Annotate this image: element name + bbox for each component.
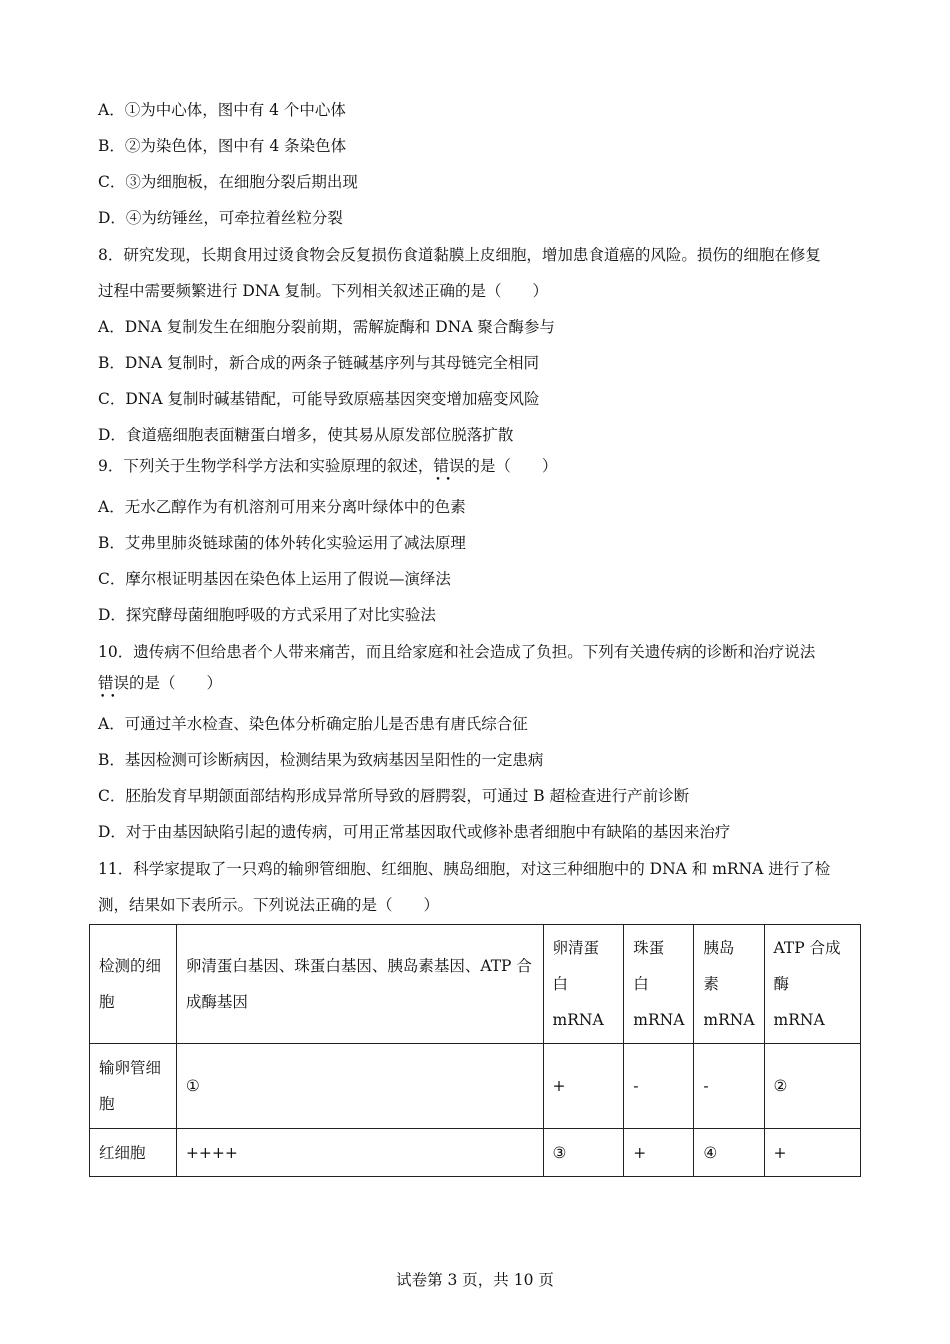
q10-stem-line1: 10．遗传病不但给患者个人带来痛苦，而且给家庭和社会造成了负担。下列有关遗传病的诊断和治疗说法 (98, 643, 816, 661)
table-row (90, 1129, 861, 1177)
q8-option-c: C．DNA 复制时碱基错配，可能导致原癌基因突变增加癌变风险 (98, 390, 540, 408)
header-cell-genes: 卵清蛋白基因、珠蛋白基因、胰岛素基因、ATP 合 成酶基因 (176, 925, 543, 1044)
header-cell-atp-synthase-mrna: ATP 合成 酶 mRNA (764, 925, 860, 1044)
q9-option-b: B．艾弗里肺炎链球菌的体外转化实验运用了减法原理 (98, 534, 466, 552)
q10-option-d: D．对于由基因缺陷引起的遗传病，可用正常基因取代或修补患者细胞中有缺陷的基因来治疗 (98, 823, 731, 841)
table-header-row (90, 925, 861, 1044)
q7-option-c: C．③为细胞板，在细胞分裂后期出现 (98, 173, 358, 191)
header-cell-cell-type: 检测的细 胞 (90, 925, 177, 1044)
q7-option-a: A．①为中心体，图中有 4 个中心体 (98, 101, 346, 119)
q7-option-b: B．②为染色体，图中有 4 条染色体 (98, 137, 347, 155)
row-oviduct-insulin: - (694, 1044, 764, 1129)
q10-option-b: B．基因检测可诊断病因，检测结果为致病基因呈阳性的一定患病 (98, 751, 544, 769)
q9-option-d: D．探究酵母菌细胞呼吸的方式采用了对比实验法 (98, 606, 436, 624)
q8-option-b: B．DNA 复制时，新合成的两条子链碱基序列与其母链完全相同 (98, 354, 540, 372)
q9-stem (98, 456, 557, 476)
row-rbc-insulin: ④ (694, 1129, 764, 1177)
row-rbc-ovalbumin: ③ (543, 1129, 624, 1177)
q9-stem-pre: 9．下列关于生物学科学方法和实验原理的叙述， (98, 457, 434, 475)
header-cell-insulin-mrna: 胰岛 素 mRNA (694, 925, 764, 1044)
q10-option-a: A．可通过羊水检查、染色体分析确定胎儿是否患有唐氏综合征 (98, 715, 528, 733)
row-rbc-globin: + (624, 1129, 694, 1177)
row-oviduct-cell-type: 输卵管细 胞 (90, 1044, 177, 1129)
q9-stem-post: 的是（ ） (464, 457, 558, 475)
row-rbc-atp: + (764, 1129, 860, 1177)
row-oviduct-globin: - (624, 1044, 694, 1129)
q8-stem-line2: 过程中需要频繁进行 DNA 复制。下列相关叙述正确的是（ ） (98, 282, 549, 300)
q9-emphasis: 错误 • • (433, 456, 464, 476)
q9-option-c: C．摩尔根证明基因在染色体上运用了假说—演绎法 (98, 570, 451, 588)
q10-stem-post: 的是（ ） (129, 674, 223, 692)
q10-stem-line2 (98, 673, 222, 693)
q10-option-c: C．胚胎发育早期颌面部结构形成异常所导致的唇腭裂，可通过 B 超检查进行产前诊断 (98, 787, 690, 805)
row-rbc-genes: ++++ (176, 1129, 543, 1177)
row-oviduct-genes: ① (176, 1044, 543, 1129)
table-row (90, 1044, 861, 1129)
q7-option-d: D．④为纺锤丝，可牵拉着丝粒分裂 (98, 209, 343, 227)
header-cell-ovalbumin-mrna: 卵清蛋 白 mRNA (543, 925, 624, 1044)
q8-option-a: A．DNA 复制发生在细胞分裂前期，需解旋酶和 DNA 聚合酶参与 (98, 318, 555, 336)
page-footer: 试卷第 3 页，共 10 页 (396, 1271, 554, 1289)
q11-stem-line2: 测，结果如下表所示。下列说法正确的是（ ） (98, 896, 440, 914)
q11-stem-line1: 11．科学家提取了一只鸡的输卵管细胞、红细胞、胰岛细胞，对这三种细胞中的 DNA 和 mRNA 进行了检 (98, 860, 831, 878)
row-rbc-cell-type: 红细胞 (90, 1129, 177, 1177)
header-cell-globin-mrna: 珠蛋 白 mRNA (624, 925, 694, 1044)
q10-emphasis: 错误 • • (98, 673, 129, 693)
q8-option-d: D．食道癌细胞表面糖蛋白增多，使其易从原发部位脱落扩散 (98, 426, 514, 444)
row-oviduct-ovalbumin: + (543, 1044, 624, 1129)
detection-table (89, 924, 861, 1177)
row-oviduct-atp: ② (764, 1044, 860, 1129)
q8-stem-line1: 8．研究发现，长期食用过烫食物会反复损伤食道黏膜上皮细胞，增加患食道癌的风险。损伤的细胞在修复 (98, 246, 821, 264)
q9-option-a: A．无水乙醇作为有机溶剂可用来分离叶绿体中的色素 (98, 498, 466, 516)
